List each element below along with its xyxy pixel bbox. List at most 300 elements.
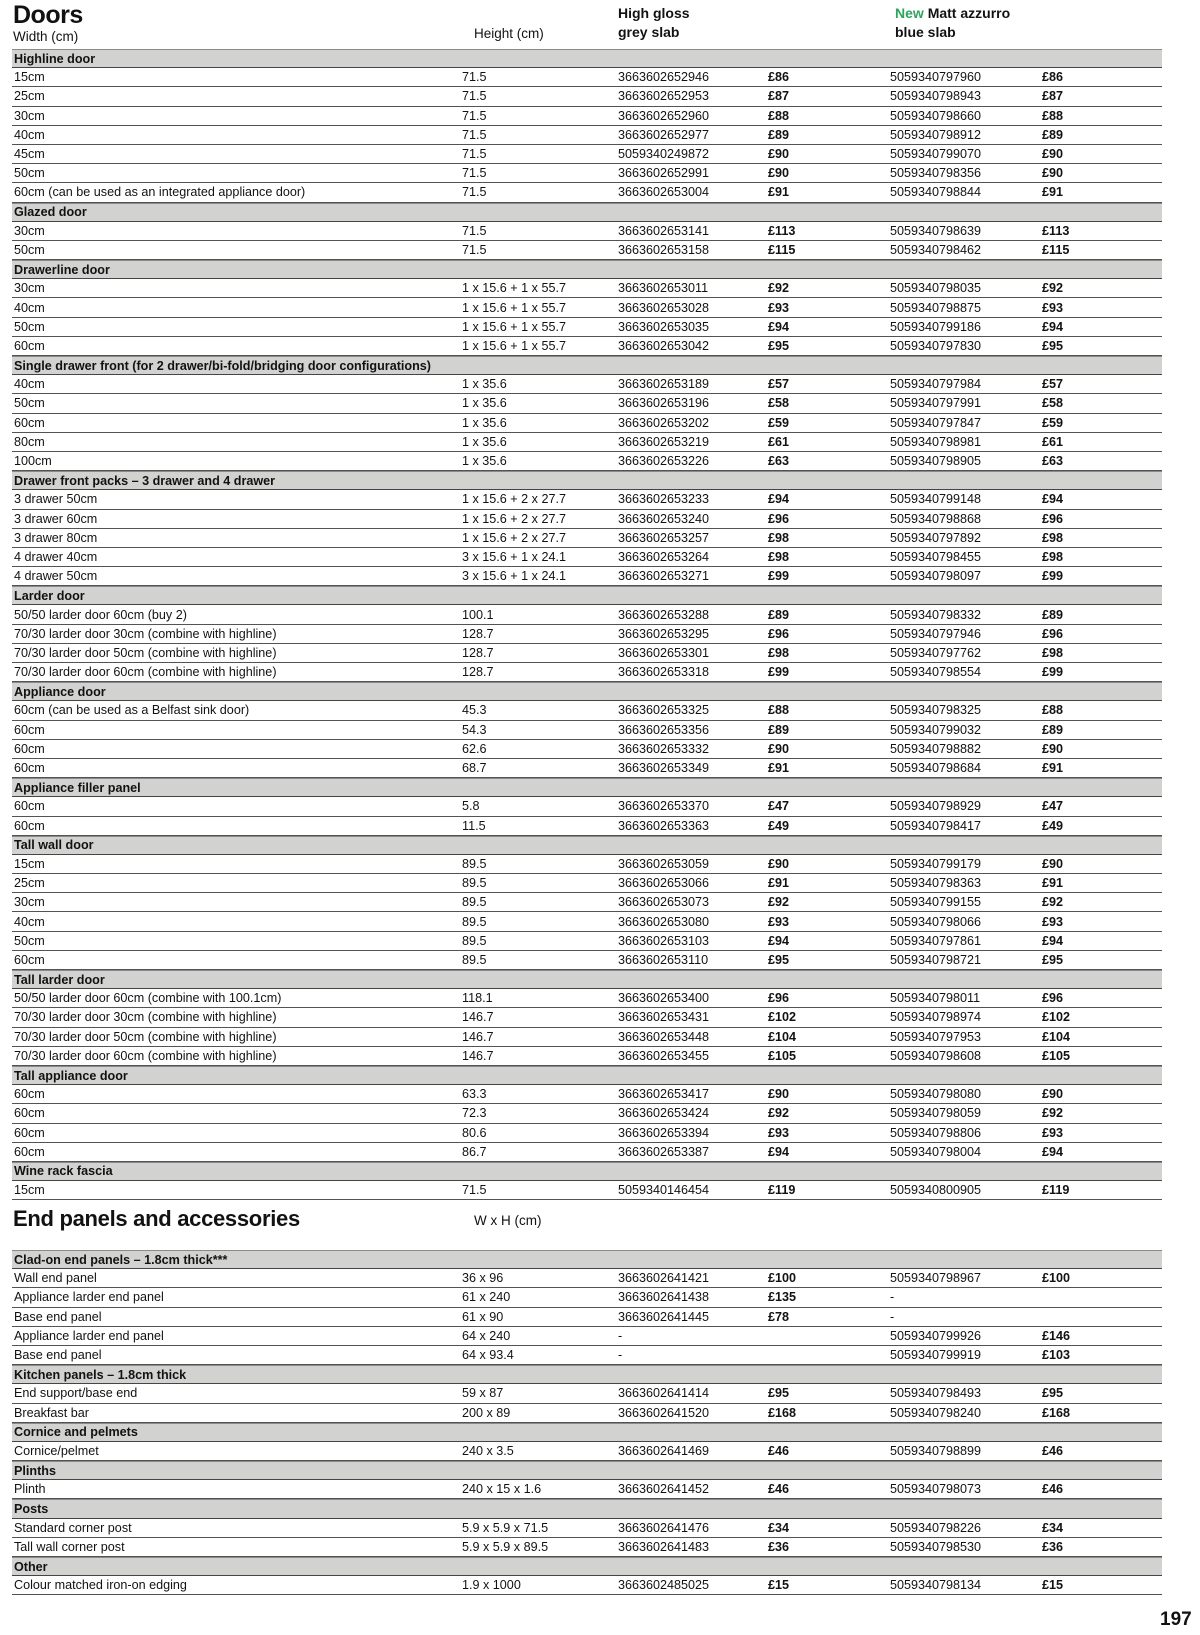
grey-slab-price-cell: £90: [768, 856, 790, 871]
blue-slab-code-cell: 5059340798011: [890, 991, 981, 1006]
product-name-cell: 60cm (can be used as a Belfast sink door): [14, 703, 250, 718]
height-cell: 89.5: [462, 952, 487, 967]
height-cell: 64 x 240: [462, 1328, 511, 1343]
blue-slab-price-cell: £59: [1042, 415, 1064, 430]
grey-slab-code-cell: 3663602653318: [618, 665, 710, 680]
table-row: [12, 625, 1162, 644]
grey-slab-code-cell: 3663602641414: [618, 1386, 710, 1401]
grey-slab-code-cell: 3663602653059: [618, 856, 710, 871]
grey-slab-price-cell: £92: [768, 1106, 790, 1121]
height-cell: 200 x 89: [462, 1405, 511, 1420]
table-row: [12, 452, 1162, 471]
table-row: [12, 644, 1162, 663]
product-name-cell: 60cm: [14, 722, 45, 737]
grey-slab-price-cell: £89: [768, 127, 790, 142]
height-cell: 1 x 35.6: [462, 415, 507, 430]
height-cell: 1 x 35.6: [462, 377, 507, 392]
blue-slab-code-cell: 5059340798417: [890, 818, 982, 833]
height-cell: 240 x 3.5: [462, 1443, 514, 1458]
height-cell: 100.1: [462, 607, 494, 622]
blue-slab-code-cell: 5059340798967: [890, 1271, 982, 1286]
table-row: [12, 605, 1162, 624]
grey-slab-header-line1: High gloss: [618, 5, 690, 21]
blue-slab-code-cell: 5059340797984: [890, 377, 982, 392]
product-name-cell: Appliance larder end panel: [14, 1328, 164, 1343]
blue-slab-code-cell: 5059340798332: [890, 607, 982, 622]
product-name-cell: 70/30 larder door 60cm (combine with highline): [14, 1048, 277, 1063]
table-row: [12, 855, 1162, 874]
table-row: [12, 951, 1162, 970]
blue-slab-price-cell: £89: [1042, 127, 1064, 142]
blue-slab-code-cell: 5059340798134: [890, 1578, 982, 1593]
table-row: [12, 68, 1162, 87]
table-row: [12, 1346, 1162, 1365]
section-header: Single drawer front (for 2 drawer/bi-fold/bridging door configurations): [12, 356, 1162, 375]
product-name-cell: 40cm: [14, 127, 45, 142]
height-cell: 71.5: [462, 242, 487, 257]
table-row: [12, 433, 1162, 452]
grey-slab-price-cell: £98: [768, 530, 790, 545]
height-cell: 240 x 15 x 1.6: [462, 1482, 542, 1497]
blue-slab-finish-name: Matt azzurro: [927, 5, 1011, 21]
blue-slab-code-cell: 5059340798882: [890, 741, 982, 756]
grey-slab-price-cell: £92: [768, 895, 790, 910]
product-name-cell: 25cm: [14, 89, 45, 104]
blue-slab-code-cell: 5059340797991: [890, 396, 982, 411]
blue-slab-price-cell: £119: [1042, 1183, 1070, 1198]
product-name-cell: 45cm: [14, 147, 45, 162]
blue-slab-price-cell: £46: [1042, 1482, 1064, 1497]
grey-slab-price-cell: £89: [768, 607, 790, 622]
blue-slab-code-cell: 5059340798608: [890, 1048, 982, 1063]
height-cell: 3 x 15.6 + 1 x 24.1: [462, 569, 566, 584]
grey-slab-price-cell: £34: [768, 1520, 790, 1535]
table-row: [12, 1384, 1162, 1403]
table-row: [12, 1269, 1162, 1288]
table-row: [12, 1288, 1162, 1307]
blue-slab-price-cell: £90: [1042, 1087, 1064, 1102]
table-row: [12, 740, 1162, 759]
grey-slab-code-cell: 3663602641469: [618, 1443, 710, 1458]
table-row: [12, 1480, 1162, 1499]
product-name-cell: 30cm: [14, 108, 45, 123]
section-header: Larder door: [12, 586, 1162, 605]
blue-slab-price-cell: £90: [1042, 147, 1064, 162]
table-row: [12, 126, 1162, 145]
height-cell: 128.7: [462, 645, 494, 660]
grey-slab-code-cell: 3663602653233: [618, 492, 710, 507]
product-name-cell: Base end panel: [14, 1309, 102, 1324]
table-row: [12, 701, 1162, 720]
product-name-cell: 60cm: [14, 1106, 45, 1121]
blue-slab-code-cell: 5059340797762: [890, 645, 982, 660]
blue-slab-code-cell: 5059340798912: [890, 127, 982, 142]
table-row: [12, 394, 1162, 413]
grey-slab-price-cell: £98: [768, 645, 790, 660]
product-name-cell: 50/50 larder door 60cm (buy 2): [14, 607, 187, 622]
height-cell: 71.5: [462, 223, 487, 238]
product-name-cell: 70/30 larder door 60cm (combine with highline): [14, 665, 277, 680]
blue-slab-code-cell: 5059340798899: [890, 1443, 982, 1458]
grey-slab-code-cell: 3663602652960: [618, 108, 710, 123]
product-name-cell: 15cm: [14, 70, 45, 85]
grey-slab-code-cell: 3663602641476: [618, 1520, 710, 1535]
blue-slab-code-cell: 5059340799926: [890, 1328, 982, 1343]
grey-slab-price-cell: £47: [768, 799, 790, 814]
grey-slab-price-cell: £104: [768, 1029, 797, 1044]
height-cell: 1 x 35.6: [462, 396, 507, 411]
table-row: [12, 893, 1162, 912]
grey-slab-code-cell: 3663602652946: [618, 70, 710, 85]
blue-slab-code-cell: 5059340799186: [890, 319, 982, 334]
grey-slab-code-cell: 3663602653042: [618, 338, 710, 353]
height-cell: 36 x 96: [462, 1271, 504, 1286]
blue-slab-price-cell: £98: [1042, 530, 1064, 545]
height-cell: 128.7: [462, 626, 494, 641]
grey-slab-price-cell: £46: [768, 1482, 790, 1497]
blue-slab-code-cell: 5059340798035: [890, 281, 982, 296]
height-cell: 1 x 15.6 + 2 x 27.7: [462, 530, 566, 545]
blue-slab-price-cell: £58: [1042, 396, 1064, 411]
product-name-cell: Base end panel: [14, 1348, 102, 1363]
table-row: [12, 759, 1162, 778]
grey-slab-price-cell: £99: [768, 665, 790, 680]
grey-slab-code-cell: 3663602653295: [618, 626, 710, 641]
grey-slab-price-cell: £89: [768, 722, 790, 737]
blue-slab-code-cell: 5059340798943: [890, 89, 982, 104]
grey-slab-code-cell: 3663602652977: [618, 127, 710, 142]
blue-slab-price-cell: £94: [1042, 492, 1064, 507]
height-cell: 1 x 15.6 + 1 x 55.7: [462, 300, 566, 315]
grey-slab-code-cell: 3663602653189: [618, 377, 710, 392]
grey-slab-code-cell: 3663602653448: [618, 1029, 710, 1044]
product-name-cell: End support/base end: [14, 1386, 138, 1401]
grey-slab-code-cell: 3663602653028: [618, 300, 710, 315]
height-cell: 146.7: [462, 1048, 494, 1063]
grey-slab-price-cell: £96: [768, 626, 790, 641]
height-cell: 86.7: [462, 1144, 487, 1159]
blue-slab-price-cell: £61: [1042, 434, 1064, 449]
blue-slab-code-cell: 5059340798554: [890, 665, 982, 680]
blue-slab-code-cell: 5059340798875: [890, 300, 982, 315]
product-name-cell: 40cm: [14, 377, 45, 392]
product-name-cell: 40cm: [14, 914, 45, 929]
blue-slab-price-cell: £86: [1042, 70, 1064, 85]
grey-slab-code-cell: -: [618, 1348, 623, 1363]
height-cell: 71.5: [462, 185, 487, 200]
grey-slab-code-cell: 3663602653400: [618, 991, 710, 1006]
grey-slab-price-cell: £99: [768, 569, 790, 584]
grey-slab-price-cell: £92: [768, 281, 790, 296]
blue-slab-price-cell: £88: [1042, 703, 1064, 718]
height-cell: 61 x 240: [462, 1290, 511, 1305]
blue-slab-code-cell: 5059340799032: [890, 722, 982, 737]
blue-slab-price-cell: £46: [1042, 1443, 1064, 1458]
blue-slab-code-cell: 5059340799148: [890, 492, 982, 507]
grey-slab-price-cell: £90: [768, 1087, 790, 1102]
section-header: Cornice and pelmets: [12, 1423, 1162, 1442]
page-number: 197: [1160, 1609, 1192, 1630]
blue-slab-price-cell: £89: [1042, 607, 1064, 622]
grey-slab-code-cell: 3663602653332: [618, 741, 710, 756]
section-header: Glazed door: [12, 203, 1162, 222]
grey-slab-code-cell: 3663602653202: [618, 415, 710, 430]
blue-slab-code-cell: 5059340799155: [890, 895, 982, 910]
blue-slab-price-cell: £92: [1042, 1106, 1064, 1121]
grey-slab-price-cell: £95: [768, 1386, 790, 1401]
grey-slab-code-cell: 3663602653141: [618, 223, 710, 238]
blue-slab-code-cell: 5059340798073: [890, 1482, 982, 1497]
blue-slab-code-cell: 5059340798356: [890, 166, 982, 181]
blue-slab-price-cell: £99: [1042, 665, 1064, 680]
product-name-cell: 40cm: [14, 300, 45, 315]
table-row: [12, 932, 1162, 951]
grey-slab-code-cell: -: [618, 1328, 623, 1343]
blue-slab-price-cell: £89: [1042, 722, 1064, 737]
grey-slab-price-cell: £95: [768, 952, 790, 967]
product-name-cell: 60cm: [14, 799, 45, 814]
grey-slab-price-cell: £93: [768, 1125, 790, 1140]
end-panels-table: [12, 1250, 1162, 1595]
product-name-cell: 50cm: [14, 319, 45, 334]
product-name-cell: 3 drawer 60cm: [14, 511, 98, 526]
height-cell: 71.5: [462, 166, 487, 181]
grey-slab-price-cell: £100: [768, 1271, 797, 1286]
blue-slab-code-cell: 5059340797946: [890, 626, 982, 641]
product-name-cell: 70/30 larder door 30cm (combine with highline): [14, 1010, 277, 1025]
grey-slab-code-cell: 3663602653158: [618, 242, 710, 257]
grey-slab-code-cell: 3663602653196: [618, 396, 710, 411]
grey-slab-code-cell: 3663602653004: [618, 185, 710, 200]
grey-slab-price-cell: £88: [768, 703, 790, 718]
section-header: Tall larder door: [12, 970, 1162, 989]
blue-slab-price-cell: £168: [1042, 1405, 1071, 1420]
product-name-cell: Cornice/pelmet: [14, 1443, 99, 1458]
grey-slab-header-line2: grey slab: [618, 24, 680, 40]
blue-slab-price-cell: £96: [1042, 991, 1064, 1006]
product-name-cell: Colour matched iron-on edging: [14, 1578, 187, 1593]
table-row: [12, 989, 1162, 1008]
product-name-cell: 30cm: [14, 223, 45, 238]
table-row: [12, 1028, 1162, 1047]
grey-slab-code-cell: 3663602653417: [618, 1087, 710, 1102]
blue-slab-price-cell: £104: [1042, 1029, 1071, 1044]
product-name-cell: 4 drawer 50cm: [14, 569, 98, 584]
grey-slab-code-cell: 3663602653431: [618, 1010, 710, 1025]
height-cell: 71.5: [462, 70, 487, 85]
blue-slab-price-cell: £34: [1042, 1520, 1064, 1535]
section-header: Appliance door: [12, 682, 1162, 701]
grey-slab-price-cell: £94: [768, 319, 790, 334]
table-row: [12, 912, 1162, 931]
blue-slab-price-cell: £90: [1042, 166, 1064, 181]
grey-slab-code-cell: 3663602653455: [618, 1048, 710, 1063]
height-cell: 1.9 x 1000: [462, 1578, 521, 1593]
blue-slab-price-cell: £99: [1042, 569, 1064, 584]
page-title: Doors: [13, 1, 83, 29]
grey-slab-code-cell: 3663602653035: [618, 319, 710, 334]
grey-slab-price-cell: £105: [768, 1048, 797, 1063]
blue-slab-price-cell: £93: [1042, 1125, 1064, 1140]
blue-slab-code-cell: 5059340798844: [890, 185, 982, 200]
product-name-cell: 60cm: [14, 1144, 45, 1159]
grey-slab-code-cell: 5059340249872: [618, 147, 710, 162]
table-row: [12, 1104, 1162, 1123]
product-name-cell: Plinth: [14, 1482, 46, 1497]
table-row: [12, 567, 1162, 586]
grey-slab-code-cell: 3663602653257: [618, 530, 710, 545]
product-name-cell: 60cm: [14, 741, 45, 756]
grey-slab-price-cell: £95: [768, 338, 790, 353]
product-name-cell: 70/30 larder door 50cm (combine with highline): [14, 1029, 277, 1044]
blue-slab-code-cell: 5059340797892: [890, 530, 982, 545]
height-cell: 146.7: [462, 1029, 494, 1044]
blue-slab-price-cell: £103: [1042, 1348, 1071, 1363]
table-row: [12, 87, 1162, 106]
blue-slab-price-cell: £95: [1042, 338, 1064, 353]
blue-slab-code-cell: 5059340798929: [890, 799, 982, 814]
blue-slab-code-cell: 5059340798660: [890, 108, 982, 123]
grey-slab-price-cell: £86: [768, 70, 790, 85]
table-row: [12, 1143, 1162, 1162]
blue-slab-code-cell: 5059340797960: [890, 70, 982, 85]
grey-slab-code-cell: 3663602641520: [618, 1405, 710, 1420]
height-cell: 89.5: [462, 856, 487, 871]
grey-slab-price-cell: £87: [768, 89, 790, 104]
height-cell: 64 x 93.4: [462, 1348, 514, 1363]
blue-slab-code-cell: 5059340798066: [890, 914, 982, 929]
grey-slab-price-cell: £113: [768, 223, 796, 238]
table-row: [12, 1008, 1162, 1027]
blue-slab-price-cell: £98: [1042, 549, 1064, 564]
blue-slab-code-cell: 5059340797847: [890, 415, 982, 430]
section-header: Tall wall door: [12, 836, 1162, 855]
grey-slab-code-cell: 3663602653066: [618, 876, 710, 891]
grey-slab-code-cell: 3663602653240: [618, 511, 710, 526]
blue-slab-code-cell: 5059340799070: [890, 147, 982, 162]
section-header: Highline door: [12, 49, 1162, 68]
blue-slab-price-cell: £91: [1042, 761, 1064, 776]
grey-slab-code-cell: 3663602653288: [618, 607, 710, 622]
grey-slab-price-cell: £46: [768, 1443, 790, 1458]
grey-slab-code-cell: 3663602653356: [618, 722, 710, 737]
table-row: [12, 1442, 1162, 1461]
height-cell: 63.3: [462, 1087, 487, 1102]
product-name-cell: Standard corner post: [14, 1520, 132, 1535]
grey-slab-price-cell: £119: [768, 1183, 796, 1198]
grey-slab-code-cell: 3663602653264: [618, 549, 710, 564]
height-cell: 61 x 90: [462, 1309, 504, 1324]
blue-slab-price-cell: £49: [1042, 818, 1064, 833]
blue-slab-code-cell: 5059340798462: [890, 242, 982, 257]
blue-slab-code-cell: 5059340799179: [890, 856, 982, 871]
table-row: [12, 279, 1162, 298]
grey-slab-price-cell: £135: [768, 1290, 797, 1305]
section-header: Drawerline door: [12, 260, 1162, 279]
blue-slab-price-cell: £100: [1042, 1271, 1071, 1286]
table-row: [12, 721, 1162, 740]
height-cell: 80.6: [462, 1125, 487, 1140]
height-cell: 89.5: [462, 876, 487, 891]
blue-slab-code-cell: 5059340798493: [890, 1386, 982, 1401]
end-panels-title: End panels and accessories: [13, 1206, 300, 1231]
product-name-cell: Appliance larder end panel: [14, 1290, 164, 1305]
section-header: Other: [12, 1557, 1162, 1576]
grey-slab-code-cell: 3663602653073: [618, 895, 710, 910]
table-row: [12, 337, 1162, 356]
product-name-cell: 30cm: [14, 895, 45, 910]
blue-slab-header-line2: blue slab: [895, 24, 956, 40]
product-name-cell: 15cm: [14, 1183, 45, 1198]
product-name-cell: 60cm: [14, 415, 45, 430]
height-cell: 89.5: [462, 933, 487, 948]
product-name-cell: 60cm: [14, 761, 45, 776]
table-row: [12, 548, 1162, 567]
grey-slab-price-cell: £58: [768, 396, 790, 411]
height-cell: 1 x 15.6 + 1 x 55.7: [462, 338, 566, 353]
height-cell: 5.9 x 5.9 x 71.5: [462, 1520, 549, 1535]
height-cell: 71.5: [462, 108, 487, 123]
grey-slab-code-cell: 3663602641452: [618, 1482, 710, 1497]
grey-slab-code-cell: 3663602652991: [618, 166, 710, 181]
grey-slab-price-cell: £15: [768, 1578, 790, 1593]
blue-slab-price-cell: £90: [1042, 856, 1064, 871]
blue-slab-price-cell: £96: [1042, 511, 1064, 526]
grey-slab-price-cell: £49: [768, 818, 790, 833]
blue-slab-code-cell: 5059340797953: [890, 1029, 982, 1044]
blue-slab-header-line1: [895, 4, 1010, 23]
table-row: [12, 663, 1162, 682]
grey-slab-price-cell: £78: [768, 1309, 790, 1324]
height-cell: 1 x 35.6: [462, 454, 507, 469]
product-name-cell: 70/30 larder door 50cm (combine with highline): [14, 645, 277, 660]
product-name-cell: Breakfast bar: [14, 1405, 89, 1420]
product-name-cell: 50/50 larder door 60cm (combine with 100.1cm): [14, 991, 282, 1006]
blue-slab-price-cell: £87: [1042, 89, 1064, 104]
table-row: [12, 164, 1162, 183]
blue-slab-price-cell: £94: [1042, 319, 1064, 334]
blue-slab-price-cell: £98: [1042, 645, 1064, 660]
grey-slab-price-cell: £93: [768, 300, 790, 315]
table-row: [12, 797, 1162, 816]
section-header: Drawer front packs – 3 drawer and 4 drawer: [12, 471, 1162, 490]
grey-slab-price-cell: £93: [768, 914, 790, 929]
product-name-cell: 60cm: [14, 1125, 45, 1140]
product-name-cell: Wall end panel: [14, 1271, 97, 1286]
table-row: [12, 414, 1162, 433]
table-row: [12, 1124, 1162, 1143]
grey-slab-price-cell: £168: [768, 1405, 797, 1420]
grey-slab-code-cell: 3663602653103: [618, 933, 710, 948]
table-row: [12, 375, 1162, 394]
table-row: [12, 318, 1162, 337]
section-header: Kitchen panels – 1.8cm thick: [12, 1365, 1162, 1384]
table-row: [12, 1404, 1162, 1423]
grey-slab-code-cell: 3663602485025: [618, 1578, 710, 1593]
grey-slab-code-cell: 3663602641483: [618, 1539, 710, 1554]
blue-slab-price-cell: £93: [1042, 914, 1064, 929]
table-row: [12, 222, 1162, 241]
height-cell: 71.5: [462, 127, 487, 142]
product-name-cell: Tall wall corner post: [14, 1539, 125, 1554]
height-cell: 5.8: [462, 799, 480, 814]
grey-slab-column-header: [618, 4, 690, 42]
product-name-cell: 30cm: [14, 281, 45, 296]
blue-slab-price-cell: £146: [1042, 1328, 1071, 1343]
height-cell: 128.7: [462, 665, 494, 680]
section-header: Tall appliance door: [12, 1066, 1162, 1085]
section-header: Appliance filler panel: [12, 778, 1162, 797]
